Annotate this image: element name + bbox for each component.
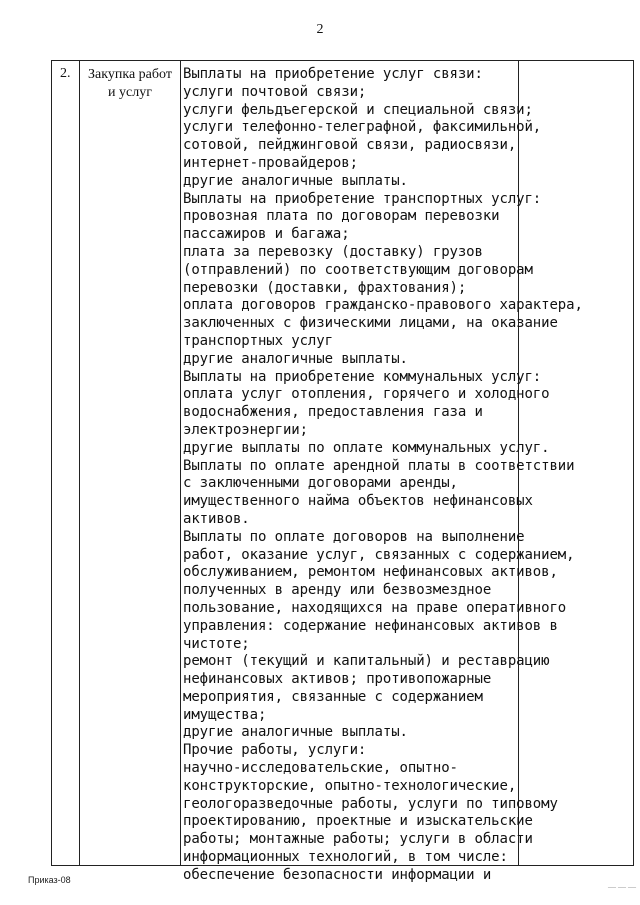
description-line: конструкторские, опытно-технологические, bbox=[183, 777, 517, 794]
description-line: проектированию, проектные и изыскательские bbox=[183, 813, 533, 830]
page-number: 2 bbox=[316, 22, 324, 37]
row-name: Закупка работ и услуг bbox=[88, 67, 172, 100]
description-line: с заключенными договорами аренды, bbox=[183, 475, 458, 492]
description-line: пассажиров и багажа; bbox=[183, 226, 350, 243]
document-footer: Приказ-08 bbox=[28, 875, 71, 885]
description-line: Выплаты на приобретение коммунальных услуг: bbox=[183, 368, 542, 385]
description-line: научно-исследовательские, опытно- bbox=[183, 760, 458, 777]
description-line: заключенных с физическими лицами, на оказание bbox=[183, 315, 558, 332]
scan-edge-mark: — — — bbox=[608, 882, 636, 891]
description-line: другие аналогичные выплаты. bbox=[183, 172, 408, 189]
description-line: услуги телефонно-телеграфной, факсимильной, bbox=[183, 119, 542, 136]
description-line: имущества; bbox=[183, 706, 267, 723]
description-line: транспортных услуг bbox=[183, 332, 333, 349]
description-line: провозная плата по договорам перевозки bbox=[183, 208, 500, 225]
description-line: Выплаты на приобретение транспортных услуг: bbox=[183, 190, 542, 207]
description-line: управления: содержание нефинансовых активов в bbox=[183, 617, 558, 634]
description-line: водоснабжения, предоставления газа и bbox=[183, 404, 483, 421]
description-line: другие выплаты по оплате коммунальных услуг. bbox=[183, 439, 550, 456]
description-line: перевозки (доставки, фрахтования); bbox=[183, 279, 467, 296]
description-line: мероприятия, связанные с содержанием bbox=[183, 688, 483, 705]
description-line: имущественного найма объектов нефинансовых bbox=[183, 493, 533, 510]
description-line: информационных технологий, в том числе: bbox=[183, 849, 508, 866]
description-line: Выплаты по оплате арендной платы в соответствии bbox=[183, 457, 575, 474]
row-number: 2. bbox=[60, 66, 71, 81]
description-line: пользование, находящихся на праве оперативного bbox=[183, 599, 567, 616]
expenses-table bbox=[51, 60, 634, 883]
description-line: (отправлений) по соответствующим договорам bbox=[183, 261, 533, 278]
description-line: другие аналогичные выплаты. bbox=[183, 350, 408, 367]
description-line: работы; монтажные работы; услуги в области bbox=[183, 831, 533, 848]
description-line: оплата договоров гражданско-правового характера, bbox=[183, 297, 583, 314]
row-description bbox=[183, 66, 583, 885]
column-divider bbox=[180, 61, 181, 865]
description-line: услуги фельдъегерской и специальной связи; bbox=[183, 101, 533, 118]
description-line: плата за перевозку (доставку) грузов bbox=[183, 243, 483, 260]
description-line: Прочие работы, услуги: bbox=[183, 742, 367, 759]
description-line: другие аналогичные выплаты. bbox=[183, 724, 408, 741]
description-line: сотовой, пейджинговой связи, радиосвязи, bbox=[183, 137, 517, 154]
description-line: активов. bbox=[183, 510, 250, 527]
description-line: нефинансовых активов; противопожарные bbox=[183, 671, 492, 688]
description-line: Выплаты по оплате договоров на выполнение bbox=[183, 528, 525, 545]
description-line: геологоразведочные работы, услуги по типовому bbox=[183, 795, 558, 812]
description-line: обслуживанием, ремонтом нефинансовых активов, bbox=[183, 564, 558, 581]
description-line: чистоте; bbox=[183, 635, 250, 652]
description-line: Выплаты на приобретение услуг связи: bbox=[183, 66, 483, 82]
description-line: ремонт (текущий и капитальный) и реставрацию bbox=[183, 653, 550, 670]
description-line: оплата услуг отопления, горячего и холодного bbox=[183, 386, 550, 403]
description-line: услуги почтовой связи; bbox=[183, 83, 367, 100]
description-line: полученных в аренду или безвозмездное bbox=[183, 582, 492, 599]
column-divider bbox=[79, 61, 80, 865]
description-line: работ, оказание услуг, связанных с содержанием, bbox=[183, 546, 575, 563]
description-line: электроэнергии; bbox=[183, 421, 308, 438]
description-line: интернет-провайдеров; bbox=[183, 154, 358, 171]
description-line: обеспечение безопасности информации и bbox=[183, 866, 492, 883]
